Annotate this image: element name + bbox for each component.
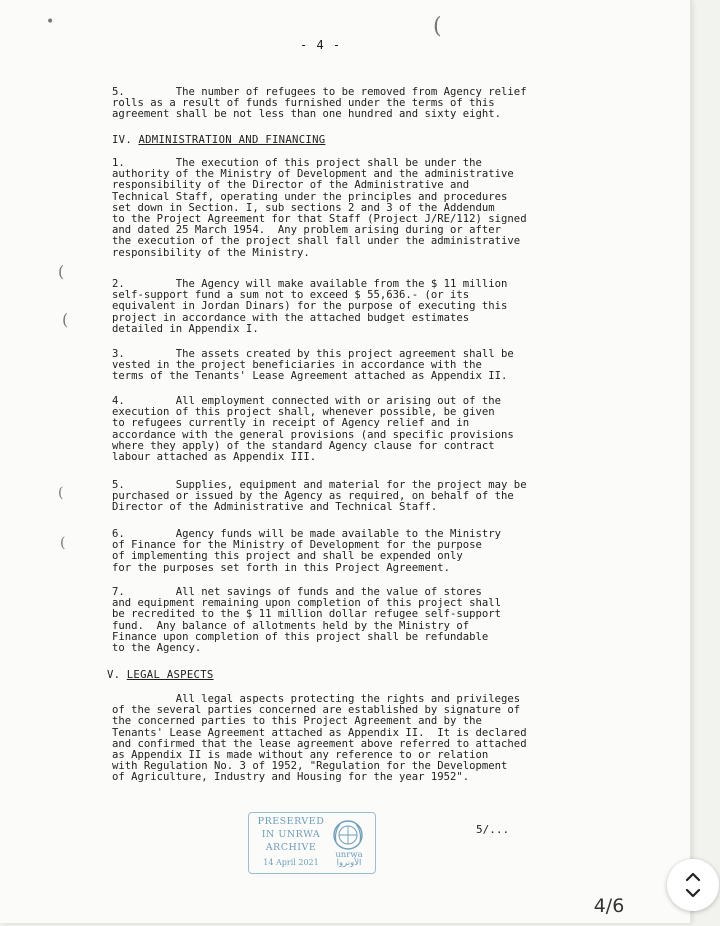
stamp-org: unrwa الأونروا xyxy=(335,850,363,868)
viewer-gutter xyxy=(690,0,692,923)
punch-hole-mark: ( xyxy=(58,262,65,281)
section-heading-legal xyxy=(107,669,214,681)
archive-stamp xyxy=(248,812,376,874)
section-heading-administration xyxy=(112,134,325,146)
punch-hole-mark: ( xyxy=(58,485,64,501)
speck-mark: • xyxy=(46,14,55,30)
continuation-marker: 5/... xyxy=(476,823,510,836)
paragraph-v-1: All legal aspects protecting the rights and privileges of the several parties concerned are established by signature of the concerned parties to this Project Agreement and by the Tenants' Lease Agreement attached as Appendix II. It is declared and confirmed that the lease agreement above referred to attached as Appendix II is made without any reference to or relation with Regulation No. 3 of 1952, "Regulation for the Development of Agriculture, Industry and Housing for the year 1952". xyxy=(112,693,527,784)
scroll-button[interactable] xyxy=(667,859,719,911)
paragraph-iv-7: 7. All net savings of funds and the value of stores and equipment remaining upon completion of this project shall be recredited to the $ 11 million dollar refugee self-support fund. Any balance of allotments held by the Ministry of Finance upon completion of this project shall be refundable to the Agency. xyxy=(112,586,502,655)
page-indicator: 4/6 xyxy=(593,895,625,917)
paragraph-iv-6: 6. Agency funds will be made available to the Ministry of Finance for the Ministry of Development for the purpose of implementing this project and shall be expended only for the purposes set forth in this Project Agreement. xyxy=(112,528,502,574)
section-title: ADMINISTRATION AND FINANCING xyxy=(138,134,326,146)
margin-mark: ( xyxy=(433,14,442,39)
paragraph-iv-4: 4. All employment connected with or arising out of the execution of this project shall, whenever possible, be given to refugees currently in receipt of Agency relief and in accordance with the general provisions (and specific provisions where they apply) of the standard Agency clause for contract labour attached as Appendix III. xyxy=(112,395,514,464)
section-title: LEGAL ASPECTS xyxy=(126,669,214,681)
paragraph-5: 5. The number of refugees to be removed from Agency relief rolls as a result of funds furnished under the terms of this agreement shall be not less than one hundred and sixty eight. xyxy=(112,86,527,121)
page-number-header: - 4 - xyxy=(300,38,342,52)
paragraph-iv-1: 1. The execution of this project shall be under the authority of the Ministry of Development and the administrative responsibility of the Director of the Administrative and Technical Staff, operating under the principles and procedures set down in Section. I, sub sections 2 and 3 of the Addendum to the Project Agreement for that Staff (Project J/RE/112) signed and dated 25 March 1954. Any problem arising during or after the execution of the project shall fall under the administrative responsibility of the Ministry. xyxy=(112,157,527,259)
un-emblem-icon xyxy=(331,818,365,852)
stamp-text: PRESERVED IN UNRWA ARCHIVE xyxy=(257,816,325,853)
punch-hole-mark: ( xyxy=(62,310,69,329)
section-number: IV. xyxy=(112,134,133,146)
paragraph-iv-3: 3. The assets created by this project agreement shall be vested in the project beneficiaries in accordance with the terms of the Tenants' Lease Agreement attached as Appendix II. xyxy=(112,348,514,383)
paragraph-iv-5: 5. Supplies, equipment and material for the project may be purchased or issued by the Agency as required, on behalf of the Director of the Administrative and Technical Staff. xyxy=(112,479,527,514)
punch-hole-mark: ( xyxy=(60,535,66,551)
paragraph-iv-2: 2. The Agency will make available from the $ 11 million self-support fund a sum not to exceed $ 55,636.- (or its equivalent in Jordan Dinars) for the purpose of executing this project in accordance with the attached budget estimates detailed in Appendix I. xyxy=(112,278,508,335)
section-number: V. xyxy=(107,669,121,681)
up-down-chevron-icon xyxy=(685,870,701,900)
stamp-date: 14 April 2021 xyxy=(263,858,319,867)
